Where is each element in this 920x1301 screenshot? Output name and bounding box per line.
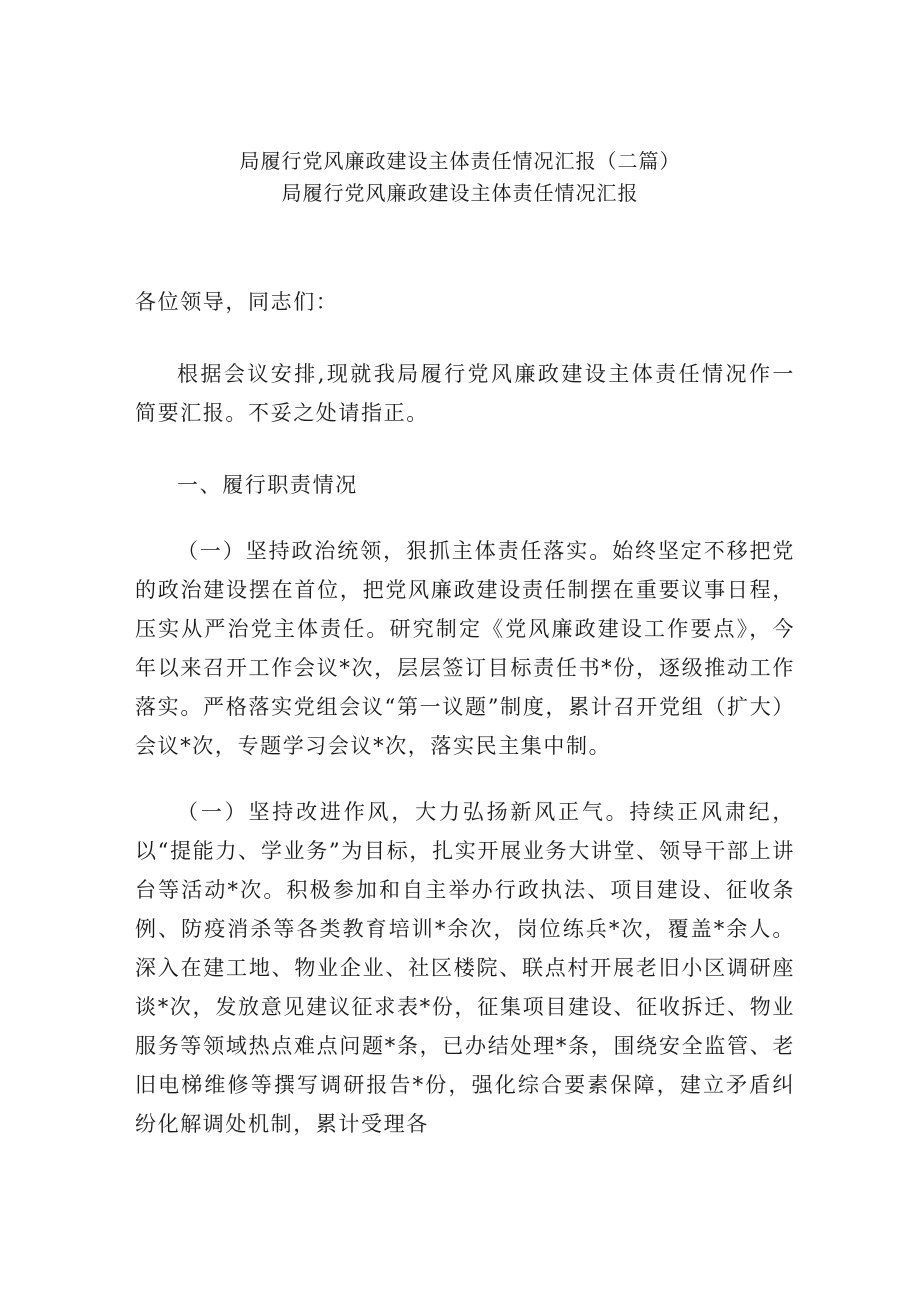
paragraph-work-style: （一）坚持改进作风，大力弘扬新风正气。持续正风肃纪，以“提能力、学业务”为目标，扎实开展业务大讲堂、领导干部上讲台等活动*次。积极参加和自主举办行政执法、项目建设、征收条例、防疫消杀等各类教育培训*余次，岗位练兵*次，覆盖*余人。深入在建工地、物业企业、社区楼院、联点村开展老旧小区调研座谈*次，发放意见建议征求表*份，征集项目建设、征收拆迁、物业服务等领域热点难点问题*条，已办结处理*条，围绕安全监管、老旧电梯维修等撰写调研报告*份，强化综合要素保障，建立矛盾纠纷化解调处机制，累计受理各: [135, 800, 795, 1136]
paragraph-political-leadership: （一）坚持政治统领，狠抓主体责任落实。始终坚定不移把党的政治建设摆在首位，把党风廉政建设责任制摆在重要议事日程，压实从严治党主体责任。研究制定《党风廉政建设工作要点》，今年以来召开工作会议*次，层层签订目标责任书*份，逐级推动工作落实。严格落实党组会议“第一议题”制度，累计召开党组（扩大）会议*次，专题学习会议*次，落实民主集中制。: [135, 539, 795, 758]
salutation: 各位领导，同志们：: [135, 290, 339, 314]
intro-paragraph: 根据会议安排,现就我局履行党风廉政建设主体责任情况作一简要汇报。不妥之处请指正。: [135, 362, 795, 425]
document-subtitle: 局履行党风廉政建设主体责任情况汇报: [281, 181, 639, 205]
section-heading: 一、履行职责情况: [177, 473, 358, 497]
document-title: 局履行党风廉政建设主体责任情况汇报（二篇）: [239, 149, 681, 173]
document-body: [135, 283, 795, 1144]
